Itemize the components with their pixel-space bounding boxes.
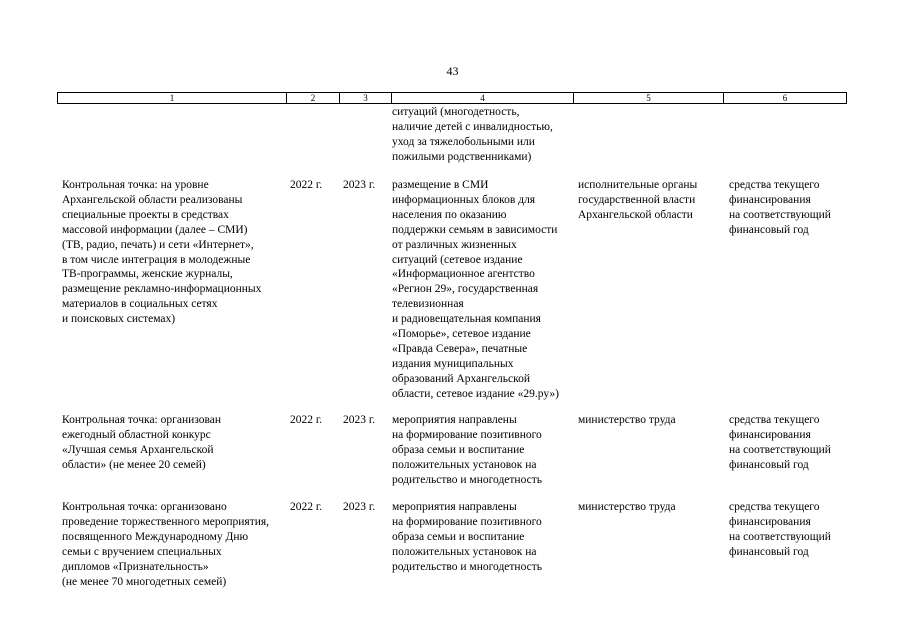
control-point-cell: Контрольная точка: организовано проведение торжественного мероприятия, посвященного Международному Дню семьи с вручением специальных дипломов «Признательность» (не менее 70 многодетных семей) xyxy=(62,501,270,588)
column-header-3: 3 xyxy=(340,93,392,103)
measures-cell: мероприятия направлены на формирование позитивного образа семьи и воспитание положительных установок на родительство и многодетность xyxy=(392,414,542,486)
column-header-1: 1 xyxy=(58,93,287,103)
measures-cell: мероприятия направлены на формирование позитивного образа семьи и воспитание положительных установок на родительство и многодетность xyxy=(392,501,542,573)
page-number: 43 xyxy=(446,64,459,78)
continuation-measures-cell: ситуаций (многодетность, наличие детей с инвалидностью, уход за тяжелобольными или пожилыми родственниками) xyxy=(392,106,553,163)
funding-cell: средства текущего финансирования на соответствующий финансовый год xyxy=(729,414,831,471)
column-header-6: 6 xyxy=(782,93,788,103)
column-header-4: 4 xyxy=(392,93,574,103)
start-year-cell: 2022 г. xyxy=(290,179,323,191)
column-header-5: 5 xyxy=(574,93,724,103)
end-year-cell: 2023 г. xyxy=(343,414,376,426)
start-year-cell: 2022 г. xyxy=(290,414,323,426)
funding-cell: средства текущего финансирования на соответствующий финансовый год xyxy=(729,501,831,558)
responsible-cell: министерство труда xyxy=(578,501,676,513)
column-header-2: 2 xyxy=(287,93,340,103)
control-point-cell: Контрольная точка: на уровне Архангельской области реализованы специальные проекты в средствах массовой информации (далее – СМИ) (ТВ, радио, печать) и сети «Интернет», в том числе интеграция в молодежные ТВ-программы, женские журналы, размещение рекламно-информационных материалов в социальных сетях и поисковых системах) xyxy=(62,179,262,326)
start-year-cell: 2022 г. xyxy=(290,501,323,513)
end-year-cell: 2023 г. xyxy=(343,501,376,513)
control-point-cell: Контрольная точка: организован ежегодный областной конкурс «Лучшая семья Архангельской области» (не менее 20 семей) xyxy=(62,414,222,471)
funding-cell: средства текущего финансирования на соответствующий финансовый год xyxy=(729,179,831,236)
responsible-cell: министерство труда xyxy=(578,414,676,426)
responsible-cell: исполнительные органы государственной власти Архангельской области xyxy=(578,179,698,221)
measures-cell: размещение в СМИ информационных блоков для населения по оказанию поддержки семьям в зависимости от различных жизненных ситуаций (сетевое издание «Информационное агентство «Регион 29», государственная телевизионная и радиовещательная компания «Поморье», сетевое издание «Правда Севера», печатные издания муниципальных образований Архангельской области, сетевое издание «29.ру») xyxy=(392,179,559,400)
end-year-cell: 2023 г. xyxy=(343,179,376,191)
table-header-row xyxy=(57,92,847,104)
